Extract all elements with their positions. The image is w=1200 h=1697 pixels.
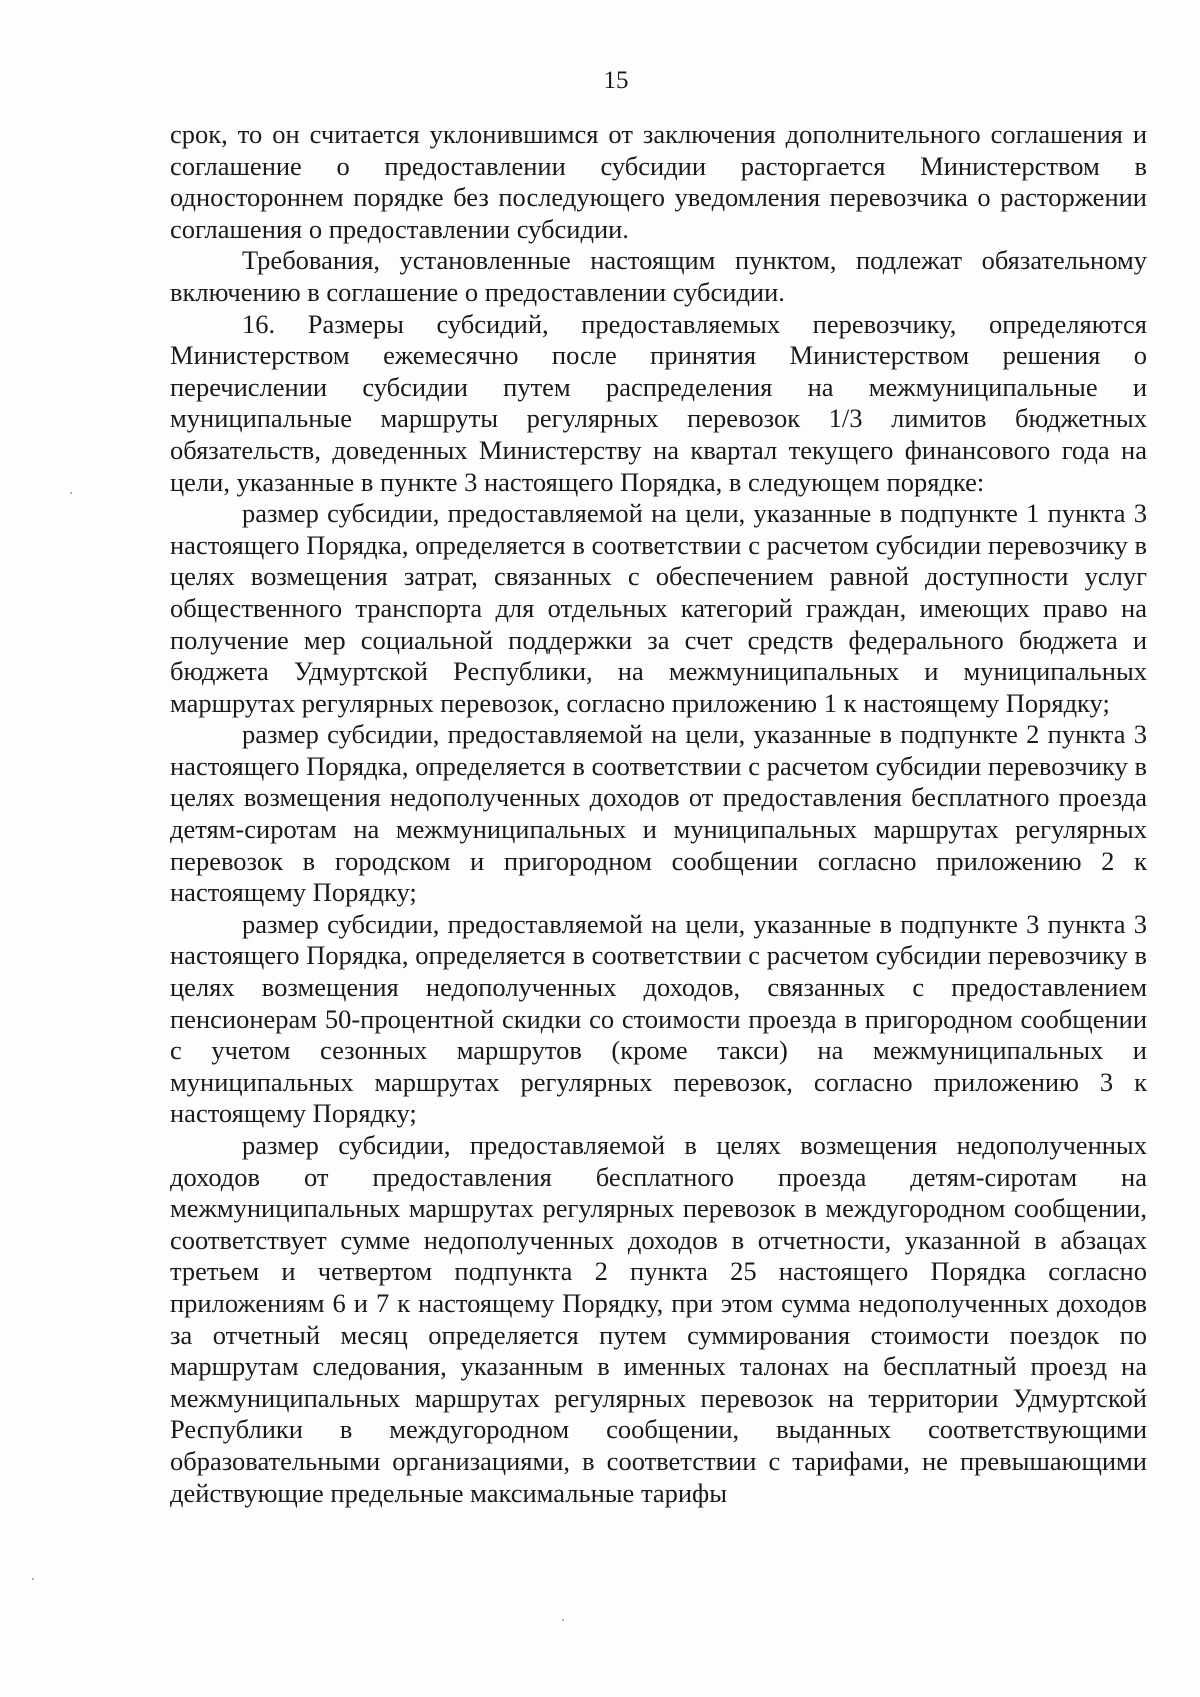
scan-speck (32, 1578, 34, 1580)
paragraph-requirements: Требования, установленные настоящим пунктом, подлежат обязательному включению в соглашение о предоставлении субсидии. (170, 245, 1147, 307)
paragraph-subsidy-subitem-2: размер субсидии, предоставляемой на цели, указанные в подпункте 2 пункта 3 настоящего Порядка, определяется в соответствии с расчетом субсидии перевозчику в целях возмещения недополученных доходов от предоставления бесплатного проезда детям-сиротам на межмуниципальных и муниципальных маршрутах регулярных перевозок в городском и пригородном сообщении согласно приложению 2 к настоящему Порядку; (170, 719, 1147, 908)
page-number: 15 (603, 67, 629, 94)
paragraph-subsidy-subitem-1: размер субсидии, предоставляемой на цели, указанные в подпункте 1 пункта 3 настоящего Порядка, определяется в соответствии с расчетом субсидии перевозчику в целях возмещения затрат, связанных с обеспечением равной доступности услуг общественного транспорта для отдельных категорий граждан, имеющих право на получение мер социальной поддержки за счет средств федерального бюджета и бюджета Удмуртской Республики, на межмуниципальных и муниципальных маршрутах регулярных перевозок, согласно приложению 1 к настоящему Порядку; (170, 498, 1147, 718)
paragraph-subsidy-intercity: размер субсидии, предоставляемой в целях возмещения недополученных доходов от предоставления бесплатного проезда детям-сиротам на межмуниципальных маршрутах регулярных перевозок в междугородном сообщении, соответствует сумме недополученных доходов в отчетности, указанной в абзацах третьем и четвертом подпункта 2 пункта 25 настоящего Порядка согласно приложениям 6 и 7 к настоящему Порядку, при этом сумма недополученных доходов за отчетный месяц определяется путем суммирования стоимости поездок по маршрутам следования, указанным в именных талонах на бесплатный проезд на межмуниципальных маршрутах регулярных перевозок на территории Удмуртской Республики в междугородном сообщении, выданных соответствующими образовательными организациями, в соответствии с тарифами, не превышающими действующие предельные максимальные тарифы (170, 1130, 1147, 1508)
paragraph-item-16: 16. Размеры субсидий, предоставляемых перевозчику, определяются Министерством ежемесячно после принятия Министерством решения о перечислении субсидии путем распределения на межмуниципальные и муниципальные маршруты регулярных перевозок 1/3 лимитов бюджетных обязательств, доведенных Министерству на квартал текущего финансового года на цели, указанные в пункте 3 настоящего Порядка, в следующем порядке: (170, 308, 1147, 497)
paragraph-continuation: срок, то он считается уклонившимся от заключения дополнительного соглашения и соглашение о предоставлении субсидии расторгается Министерством в одностороннем порядке без последующего уведомления перевозчика о расторжении соглашения о предоставлении субсидии. (170, 119, 1147, 244)
scan-speck (562, 1619, 564, 1621)
document-body (170, 119, 1147, 1509)
paragraph-subsidy-subitem-3: размер субсидии, предоставляемой на цели, указанные в подпункте 3 пункта 3 настоящего Порядка, определяется в соответствии с расчетом субсидии перевозчику в целях возмещения недополученных доходов, связанных с предоставлением пенсионерам 50-процентной скидки со стоимости проезда в пригородном сообщении с учетом сезонных маршрутов (кроме такси) на межмуниципальных и муниципальных маршрутах регулярных перевозок, согласно приложению 3 к настоящему Порядку; (170, 908, 1147, 1129)
scan-speck (70, 492, 72, 494)
